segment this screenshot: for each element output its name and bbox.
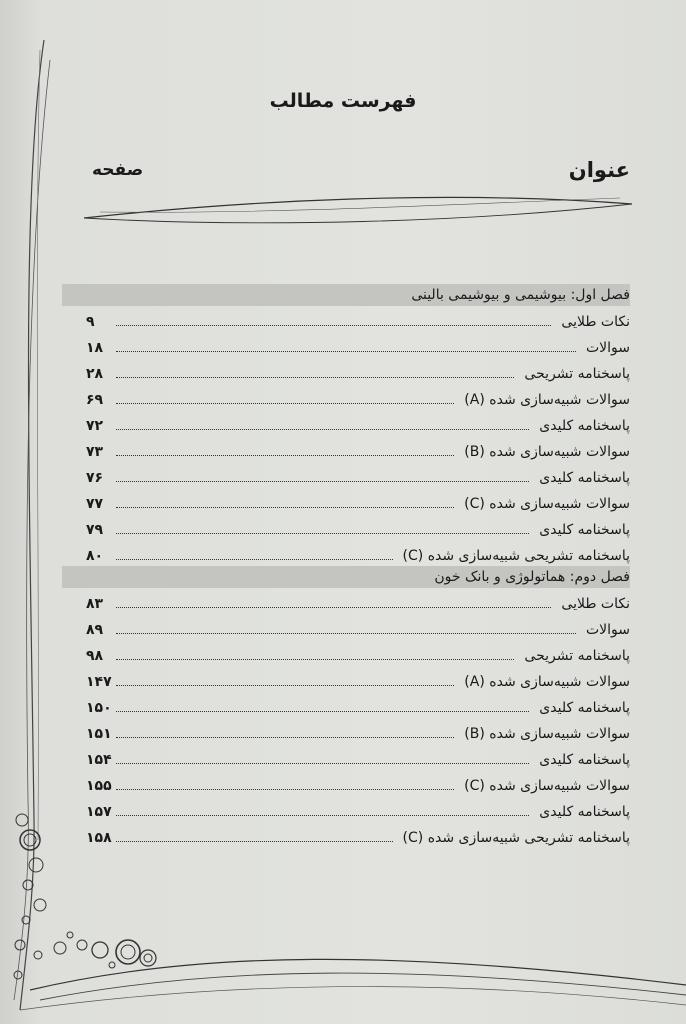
toc-page-number: ۸۰	[86, 548, 104, 564]
leader-dots	[116, 325, 551, 326]
toc-page-number: ۱۵۴	[86, 752, 112, 768]
toc-row	[86, 390, 630, 412]
toc-page-number: ۲۸	[86, 366, 104, 382]
toc-item-label: نکات طلایی	[561, 314, 630, 330]
leader-dots	[116, 815, 529, 816]
leader-dots	[116, 659, 514, 660]
toc-item-label: پاسخنامه کلیدی	[539, 752, 630, 768]
leader-dots	[116, 481, 529, 482]
toc-row	[86, 338, 630, 360]
toc-item-label: پاسخنامه تشریحی شبیه‌سازی شده (C)	[402, 830, 630, 846]
toc-item-label: پاسخنامه تشریحی شبیه‌سازی شده (C)	[402, 548, 630, 564]
toc-row	[86, 620, 630, 642]
toc-page-number: ۱۵۷	[86, 804, 112, 820]
toc-page-number: ۷۲	[86, 418, 104, 434]
chapter-title: فصل اول: بیوشیمی و بیوشیمی بالینی	[411, 287, 630, 303]
toc-page-number: ۱۵۱	[86, 726, 112, 742]
toc-page-number: ۷۳	[86, 444, 104, 460]
toc-page-number: ۱۵۰	[86, 700, 112, 716]
toc-item-label: سوالات شبیه‌سازی شده (A)	[464, 392, 630, 408]
toc-item-label: سوالات شبیه‌سازی شده (C)	[464, 778, 630, 794]
leader-dots	[116, 507, 454, 508]
toc-page-number: ۶۹	[86, 392, 104, 408]
leader-dots	[116, 455, 454, 456]
leader-dots	[116, 377, 514, 378]
toc-row	[86, 468, 630, 490]
toc-page-number: ۹۸	[86, 648, 104, 664]
toc-item-label: سوالات شبیه‌سازی شده (C)	[464, 496, 630, 512]
toc-row	[86, 442, 630, 464]
toc-row	[86, 416, 630, 438]
toc-item-label: سوالات	[585, 340, 630, 356]
toc-item-label: پاسخنامه کلیدی	[539, 700, 630, 716]
toc-page-number: ۸۳	[86, 596, 104, 612]
toc-page-number: ۱۵۸	[86, 830, 112, 846]
toc-row	[86, 494, 630, 516]
leader-dots	[116, 841, 393, 842]
leader-dots	[116, 429, 529, 430]
leader-dots	[116, 559, 393, 560]
toc-item-label: پاسخنامه کلیدی	[539, 804, 630, 820]
leader-dots	[116, 633, 576, 634]
toc-page-number: ۸۹	[86, 622, 104, 638]
toc-item-label: پاسخنامه تشریحی	[524, 366, 630, 382]
title-column-header: عنوان	[568, 158, 630, 182]
toc-row	[86, 672, 630, 694]
leader-dots	[116, 607, 551, 608]
toc-page-number: ۷۹	[86, 522, 104, 538]
toc-row	[86, 646, 630, 668]
leader-dots	[116, 737, 454, 738]
toc-item-label: پاسخنامه کلیدی	[539, 522, 630, 538]
toc-item-label: سوالات	[585, 622, 630, 638]
toc-row	[86, 546, 630, 568]
toc-row	[86, 698, 630, 720]
toc-item-label: سوالات شبیه‌سازی شده (B)	[464, 444, 630, 460]
toc-item-label: نکات طلایی	[561, 596, 630, 612]
leader-dots	[116, 685, 454, 686]
chapter-heading	[62, 284, 630, 306]
toc-page-number: ۷۷	[86, 496, 104, 512]
toc-row	[86, 724, 630, 746]
toc-item-label: سوالات شبیه‌سازی شده (A)	[464, 674, 630, 690]
leader-dots	[116, 403, 454, 404]
page-column-header: صفحه	[92, 160, 144, 180]
toc-row	[86, 750, 630, 772]
page-title: فهرست مطالب	[269, 90, 417, 112]
toc-row	[86, 776, 630, 798]
leader-dots	[116, 711, 529, 712]
chapter-title: فصل دوم: هماتولوژی و بانک خون	[434, 569, 630, 585]
toc-row	[86, 802, 630, 824]
toc-page-number: ۹	[86, 314, 95, 330]
toc-page-number: ۱۵۵	[86, 778, 112, 794]
toc-row	[86, 594, 630, 616]
toc-item-label: پاسخنامه تشریحی	[524, 648, 630, 664]
leader-dots	[116, 763, 529, 764]
leader-dots	[116, 789, 454, 790]
toc-row	[86, 312, 630, 334]
toc-row	[86, 520, 630, 542]
toc-item-label: پاسخنامه کلیدی	[539, 418, 630, 434]
toc-item-label: پاسخنامه کلیدی	[539, 470, 630, 486]
toc-page-number: ۱۸	[86, 340, 104, 356]
chapter-heading	[62, 566, 630, 588]
leader-dots	[116, 351, 576, 352]
toc-page-number: ۷۶	[86, 470, 104, 486]
toc-row	[86, 364, 630, 386]
toc-item-label: سوالات شبیه‌سازی شده (B)	[464, 726, 630, 742]
toc-row	[86, 828, 630, 850]
toc-page-number: ۱۴۷	[86, 674, 112, 690]
leader-dots	[116, 533, 529, 534]
